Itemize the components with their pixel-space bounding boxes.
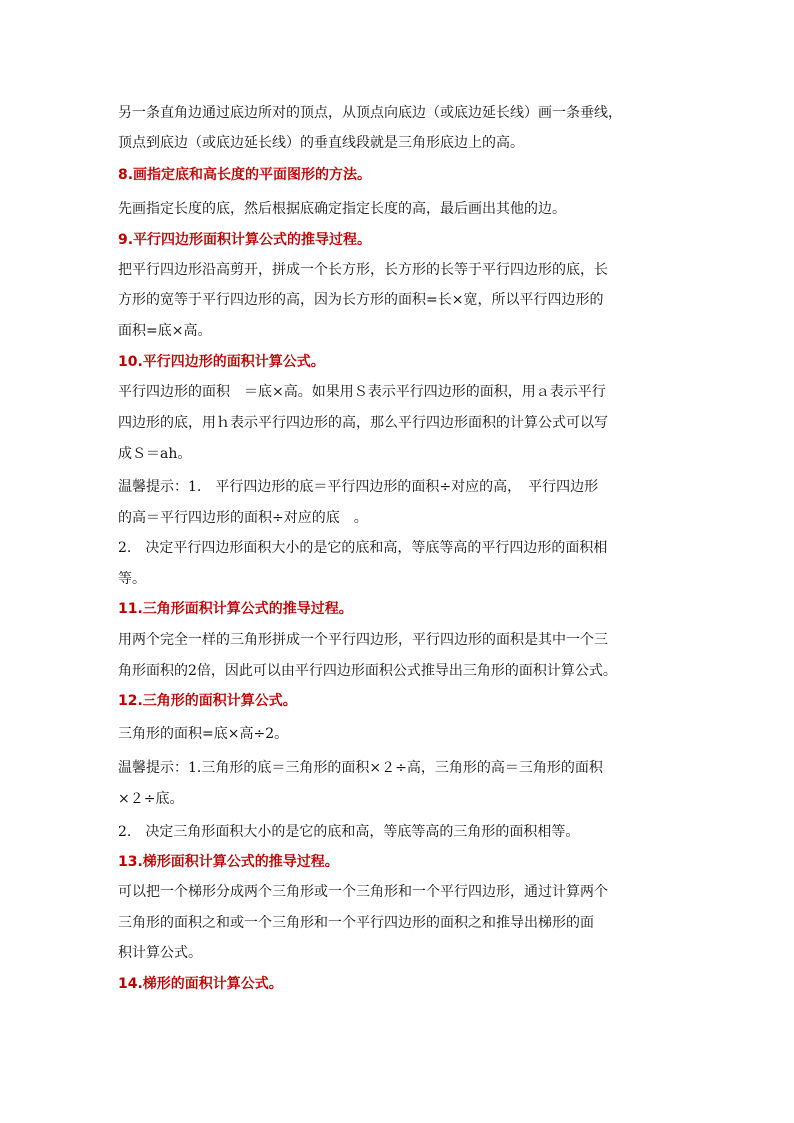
text-line: 积计算公式。	[118, 945, 202, 961]
text-line: 把平行四边形沿高剪开，拼成一个长方形，长方形的长等于平行四边形的底，长	[118, 262, 608, 278]
section-heading-11: 11.三角形面积计算公式的推导过程。	[118, 601, 353, 617]
text-line: 另一条直角边通过底边所对的顶点，从顶点向底边（或底边延长线）画一条垂线，	[118, 105, 622, 121]
text-line: 2. 决定三角形面积大小的是它的底和高，等底等高的三角形的面积相等。	[118, 824, 580, 840]
text-line: 先画指定长度的底，然后根据底确定指定长度的高，最后画出其他的边。	[118, 201, 566, 217]
text-line: 三角形的面积之和或一个三角形和一个平行四边形的面积之和推导出梯形的面	[118, 915, 594, 931]
text-line: 温馨提示：1.三角形的底＝三角形的面积×２÷高，三角形的高＝三角形的面积	[118, 760, 603, 776]
section-heading-13: 13.梯形面积计算公式的推导过程。	[118, 854, 339, 870]
section-heading-14: 14.梯形的面积计算公式。	[118, 976, 283, 992]
text-line: 成Ｓ＝ah。	[118, 446, 192, 462]
text-line: 等。	[118, 571, 146, 587]
text-line: 的高＝平行四边形的面积÷对应的底 。	[118, 510, 368, 526]
text-line: 温馨提示：1. 平行四边形的底＝平行四边形的面积÷对应的高， 平行四边形	[118, 479, 599, 495]
text-line: 面积=底×高。	[118, 323, 212, 339]
section-heading-12: 12.三角形的面积计算公式。	[118, 693, 297, 709]
text-line: 角形面积的2倍，因此可以由平行四边形面积公式推导出三角形的面积计算公式。	[118, 663, 617, 679]
text-line: 四边形的底，用ｈ表示平行四边形的高，那么平行四边形面积的计算公式可以写	[118, 415, 608, 431]
section-heading-8: 8.画指定底和高长度的平面图形的方法。	[118, 167, 372, 183]
text-line: 用两个完全一样的三角形拼成一个平行四边形，平行四边形的面积是其中一个三	[118, 632, 608, 648]
text-line: 可以把一个梯形分成两个三角形或一个三角形和一个平行四边形，通过计算两个	[118, 884, 608, 900]
section-heading-10: 10.平行四边形的面积计算公式。	[118, 354, 325, 370]
text-line: ×２÷底。	[118, 791, 184, 807]
text-line: 2. 决定平行四边形面积大小的是它的底和高，等底等高的平行四边形的面积相	[118, 540, 608, 556]
text-line: 三角形的面积=底×高÷2。	[118, 726, 289, 742]
text-line: 方形的宽等于平行四边形的高，因为长方形的面积=长×宽，所以平行四边形的	[118, 292, 604, 308]
text-line: 平行四边形的面积 ＝底×高。如果用Ｓ表示平行四边形的面积，用ａ表示平行	[118, 384, 606, 400]
text-line: 顶点到底边（或底边延长线）的垂直线段就是三角形底边上的高。	[118, 135, 524, 151]
section-heading-9: 9.平行四边形面积计算公式的推导过程。	[118, 232, 372, 248]
